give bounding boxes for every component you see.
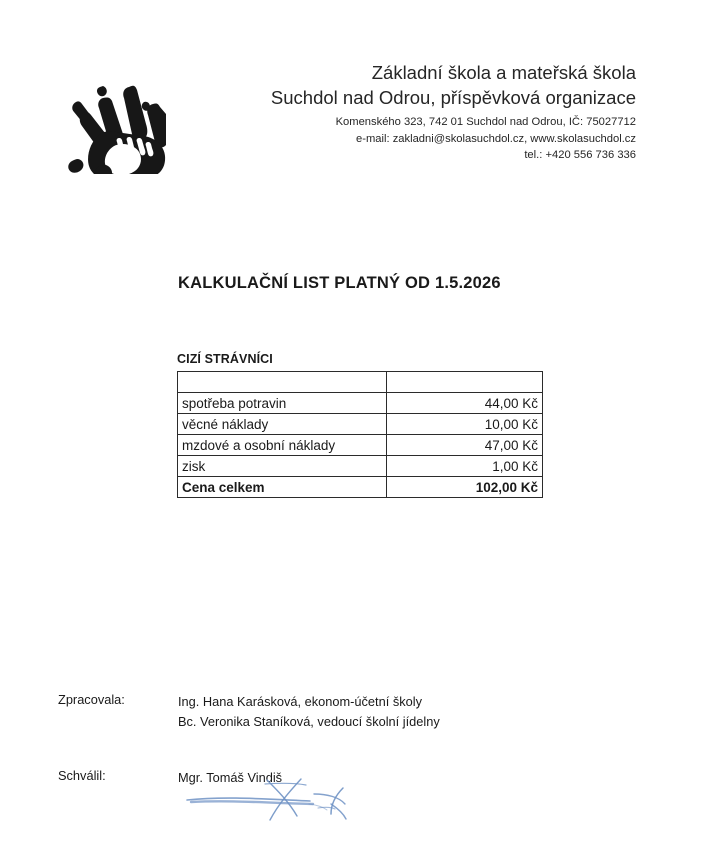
- contact-block: [216, 114, 636, 164]
- letterhead: [0, 0, 717, 200]
- contact-phone: tel.: +420 556 736 336: [524, 149, 636, 161]
- org-name-line-2: Suchdol nad Odrou, příspěvková organizace: [270, 87, 636, 108]
- org-name-line-1: Základní škola a mateřská škola: [371, 62, 636, 83]
- total-label: Cena celkem: [178, 477, 387, 498]
- calculation-table-section: [177, 352, 543, 498]
- prepared-by-values: [178, 692, 658, 732]
- table-row: [178, 393, 543, 414]
- table-header-row: [178, 372, 543, 393]
- cost-item-label: zisk: [178, 456, 387, 477]
- handprint-logo-icon: [56, 62, 166, 174]
- cost-item-label: mzdové a osobní náklady: [178, 435, 387, 456]
- contact-email-web: e-mail: zakladni@skolasuchdol.cz, www.skolasuchdol.cz: [356, 132, 636, 145]
- table-row: [178, 456, 543, 477]
- contact-address: Komenského 323, 742 01 Suchdol nad Odrou, IČ: 75027712: [335, 116, 636, 128]
- cost-item-value: 10,00 Kč: [387, 414, 543, 435]
- cost-item-value: 44,00 Kč: [387, 393, 543, 414]
- prepared-by-person-1: Ing. Hana Karásková, ekonom-účetní školy: [178, 694, 422, 709]
- calculation-table: [177, 371, 543, 498]
- table-header-value-cell: [387, 372, 543, 393]
- prepared-by-label: Zpracovala:: [58, 692, 125, 707]
- prepared-by-group: [58, 692, 658, 732]
- table-caption: CIZÍ STRÁVNÍCI: [177, 352, 273, 366]
- organization-block: [216, 60, 636, 164]
- table-total-row: [178, 477, 543, 498]
- approved-by-person-1: Mgr. Tomáš Vindiš: [178, 770, 283, 785]
- table-row: [178, 435, 543, 456]
- total-value: 102,00 Kč: [387, 477, 543, 498]
- cost-item-value: 1,00 Kč: [387, 456, 543, 477]
- table-header-label-cell: [178, 372, 387, 393]
- cost-item-label: věcné náklady: [178, 414, 387, 435]
- page-title: KALKULAČNÍ LIST PLATNÝ OD 1.5.2026: [178, 274, 501, 292]
- cost-item-value: 47,00 Kč: [387, 435, 543, 456]
- approved-by-label: Schválil:: [58, 768, 106, 783]
- handwritten-signature-icon: [185, 774, 370, 832]
- cost-item-label: spotřeba potravin: [178, 393, 387, 414]
- prepared-by-person-2: Bc. Veronika Staníková, vedoucí školní jídelny: [178, 714, 440, 729]
- table-row: [178, 414, 543, 435]
